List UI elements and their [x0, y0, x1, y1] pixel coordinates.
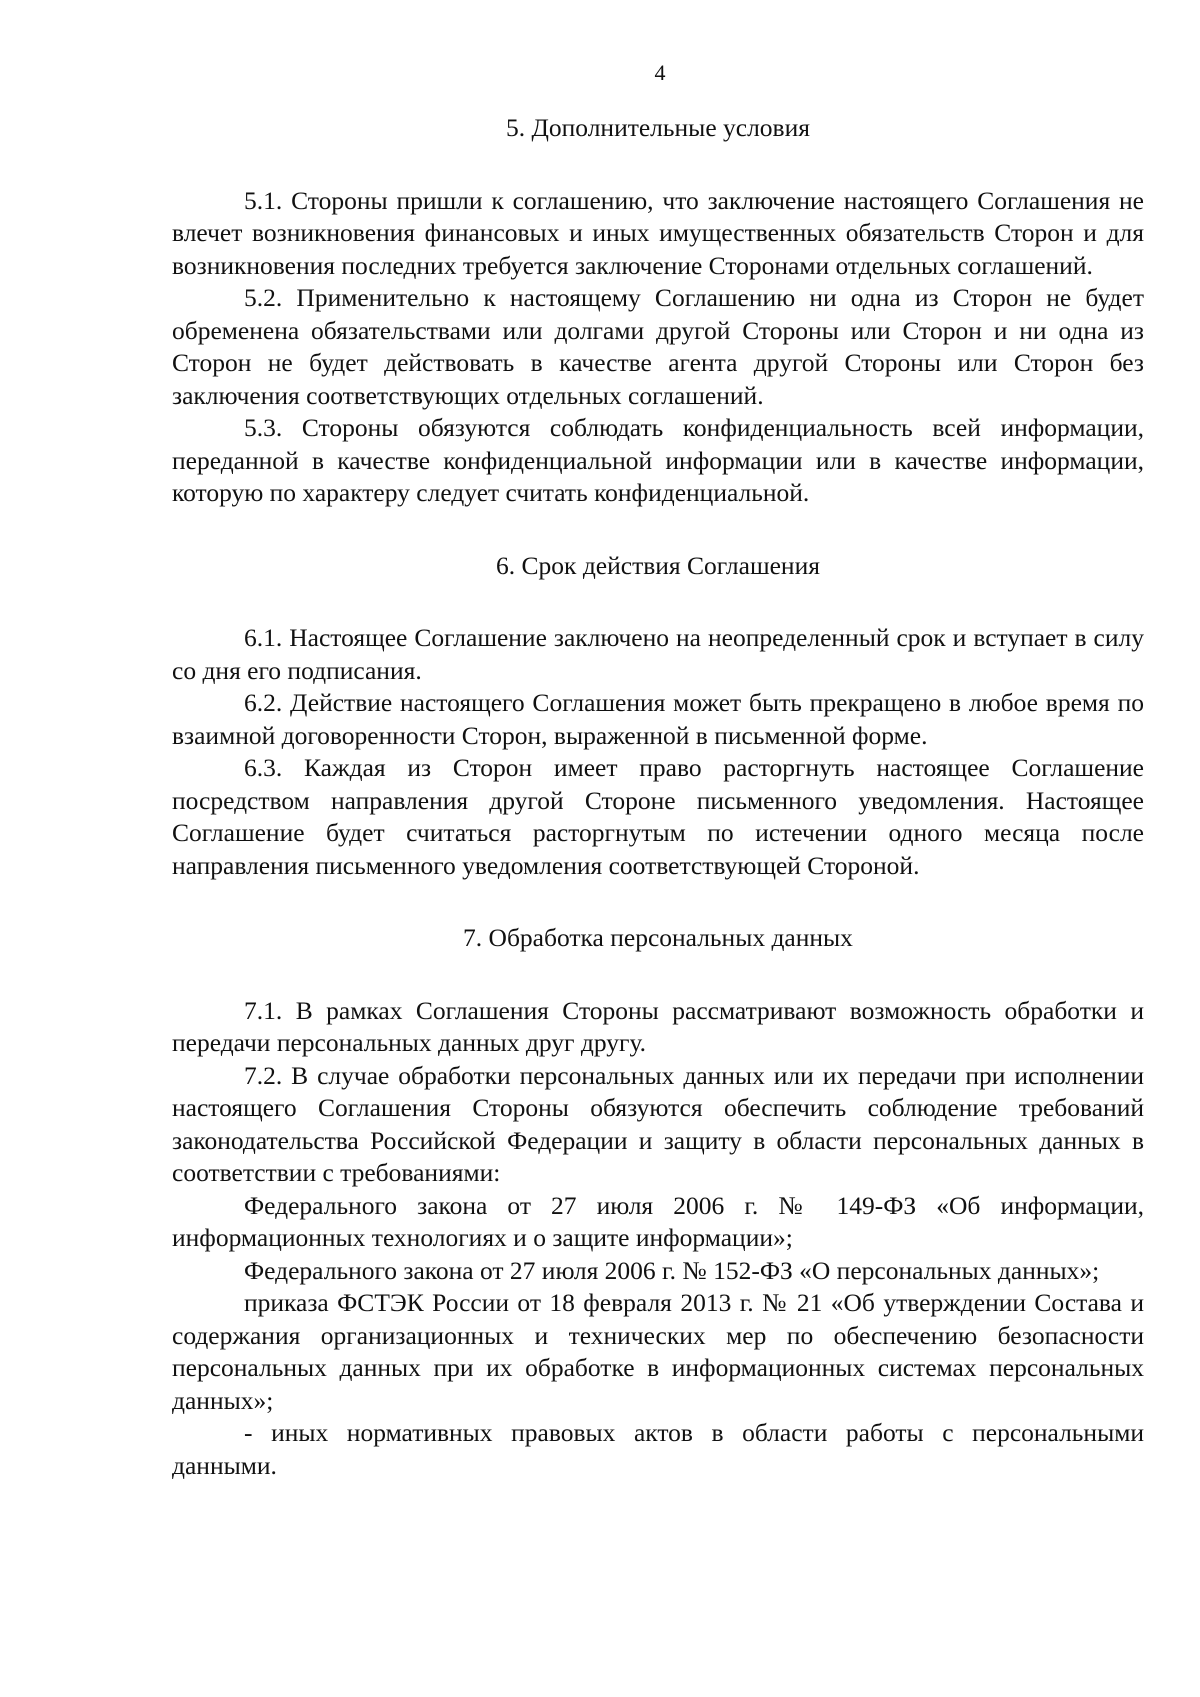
paragraph: - иных нормативных правовых актов в области работы с персональными данными. [172, 1418, 1144, 1480]
section-heading: 7. Обработка персональных данных [463, 923, 853, 952]
paragraph: 7.2. В случае обработки персональных данных или их передачи при исполнении настоящего Соглашения Стороны обязуются обеспечить соблюдение требований законодательства Российской Федерации и защиту в области персональных данных в соответствии с требованиями: [172, 1060, 1144, 1187]
section-term-of-agreement [172, 550, 1144, 883]
document-body [172, 112, 1144, 1482]
section-heading: 6. Срок действия Соглашения [496, 550, 820, 580]
page-number: 4 [654, 60, 666, 85]
section-additional-terms [172, 112, 1144, 510]
paragraph: 6.3. Каждая из Сторон имеет право расторгнуть настоящее Соглашение посредством направления другой Стороне письменного уведомления. Настоящее Соглашение будет считаться расторгнутым по истечении одного месяца после направления письменного уведомления соответствующей Стороной. [172, 753, 1144, 880]
paragraph: Федерального закона от 27 июля 2006 г. № 152-ФЗ «О персональных данных»; [244, 1255, 1100, 1285]
paragraph: 5.3. Стороны обязуются соблюдать конфиденциальность всей информации, переданной в качестве конфиденциальной информации или в качестве информации, которую по характеру следует считать конфиденциальной. [172, 413, 1144, 507]
paragraph: 5.2. Применительно к настоящему Соглашению ни одна из Сторон не будет обременена обязательствами или долгами другой Стороны или Сторон и ни одна из Сторон не будет действовать в качестве агента другой Стороны или Сторон без заключения соответствующих отдельных соглашений. [172, 283, 1144, 410]
paragraph: 6.2. Действие настоящего Соглашения может быть прекращено в любое время по взаимной договоренности Сторон, выраженной в письменной форме. [172, 688, 1144, 750]
paragraph: 7.1. В рамках Соглашения Стороны рассматривают возможность обработки и передачи персональных данных друг другу. [172, 995, 1144, 1057]
paragraph: 6.1. Настоящее Соглашение заключено на неопределенный срок и вступает в силу со дня его подписания. [172, 623, 1144, 685]
section-personal-data [172, 922, 1144, 1482]
paragraph: Федерального закона от 27 июля 2006 г. № 149-ФЗ «Об информации, информационных технологиях и о защите информации»; [172, 1190, 1144, 1252]
paragraph: 5.1. Стороны пришли к соглашению, что заключение настоящего Соглашения не влечет возникновения финансовых и иных имущественных обязательств Сторон и для возникновения последних требуется заключение Сторонами отдельных соглашений. [172, 185, 1144, 280]
paragraph: приказа ФСТЭК России от 18 февраля 2013 г. № 21 «Об утверждении Состава и содержания организационных и технических мер по обеспечению безопасности персональных данных при их обработке в информационных системах персональных данных»; [172, 1288, 1144, 1415]
section-heading: 5. Дополнительные условия [506, 113, 810, 142]
